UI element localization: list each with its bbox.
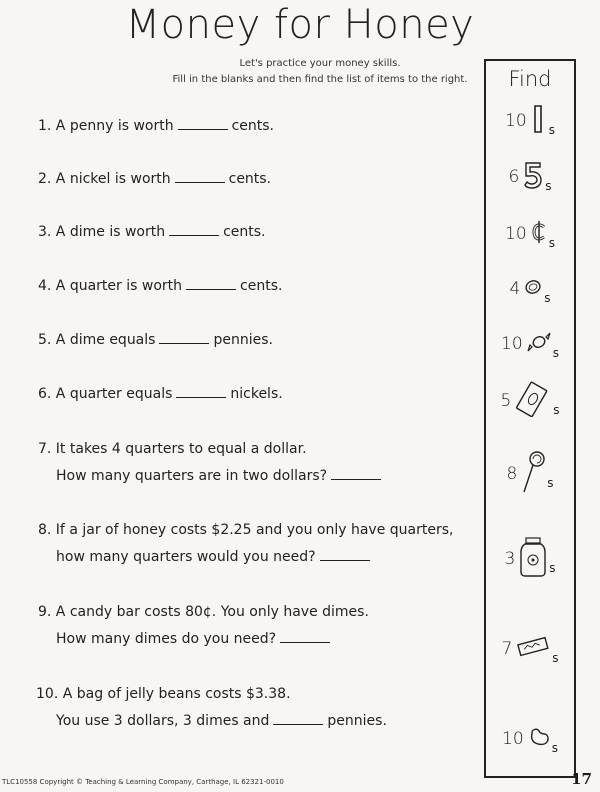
instructions — [150, 56, 490, 88]
question-6: 6. A quarter equals nickels. — [38, 381, 283, 408]
question-7: 7. It takes 4 quarters to equal a dollar. How many quarters are in two dollars? — [38, 436, 385, 490]
answer-blank-9[interactable] — [280, 628, 330, 643]
answer-blank-1[interactable] — [178, 115, 228, 130]
question-5: 5. A dime equals pennies. — [38, 327, 273, 354]
find-item-4: 4 s — [509, 279, 551, 305]
find-item-6: 5 s — [486, 381, 574, 421]
outlined-five-icon — [523, 161, 543, 193]
find-item-1: 10 s — [486, 101, 574, 141]
find-title: Find — [508, 67, 552, 91]
find-item-2: 6 s — [486, 157, 574, 197]
answer-blank-5[interactable] — [159, 329, 209, 344]
page-title: Money for Honey — [125, 2, 475, 48]
question-2: 2. A nickel is worth cents. — [38, 166, 271, 193]
answer-blank-4[interactable] — [186, 275, 236, 290]
outlined-one-icon — [531, 104, 547, 138]
answer-blank-10[interactable] — [273, 710, 323, 725]
honey-jar-icon — [519, 536, 547, 582]
answer-blank-2[interactable] — [175, 168, 225, 183]
jelly-bean-icon — [528, 727, 550, 751]
lollipop-icon — [521, 450, 545, 498]
question-8: 8. If a jar of honey costs $2.25 and you only have quarters, how many quarters would you need? — [38, 522, 454, 565]
instruction-line-2: Fill in the blanks and then find the list of items to the right. — [172, 74, 468, 85]
question-4: 4. A quarter is worth cents. — [38, 273, 282, 300]
instruction-line-1: Let's practice your money skills. — [239, 58, 401, 69]
find-item-3: 10 s — [486, 214, 574, 254]
find-item-8: 3 s — [486, 539, 574, 579]
find-item-10: 10 s — [502, 729, 558, 755]
find-item-7: 8 s — [486, 454, 574, 494]
answer-blank-8[interactable] — [320, 546, 370, 561]
outlined-cent-sign-icon — [531, 219, 547, 249]
question-9: 9. A candy bar costs 80¢. You only have dimes. How many dimes do you need? — [38, 604, 369, 647]
answer-blank-7[interactable] — [331, 465, 381, 480]
answer-blank-6[interactable] — [176, 383, 226, 398]
candy-bar-icon — [516, 636, 550, 662]
question-1: 1. A penny is worth cents. — [38, 113, 274, 140]
page-number: 17 — [571, 770, 592, 788]
coin-icon — [524, 278, 542, 300]
copyright-footer: TLC10558 Copyright © Teaching & Learning Company, Carthage, IL 62321-0010 — [2, 778, 284, 786]
wrapped-candy-icon — [527, 331, 551, 357]
answer-blank-3[interactable] — [169, 221, 219, 236]
question-10: 10. A bag of jelly beans costs $3.38. You use 3 dollars, 3 dimes and pennies. — [36, 686, 387, 729]
question-3: 3. A dime is worth cents. — [38, 219, 266, 246]
find-list — [484, 59, 576, 778]
find-item-5: 10 s — [486, 324, 574, 364]
find-item-9: 7 s — [486, 629, 574, 669]
dollar-bill-icon — [515, 381, 551, 421]
